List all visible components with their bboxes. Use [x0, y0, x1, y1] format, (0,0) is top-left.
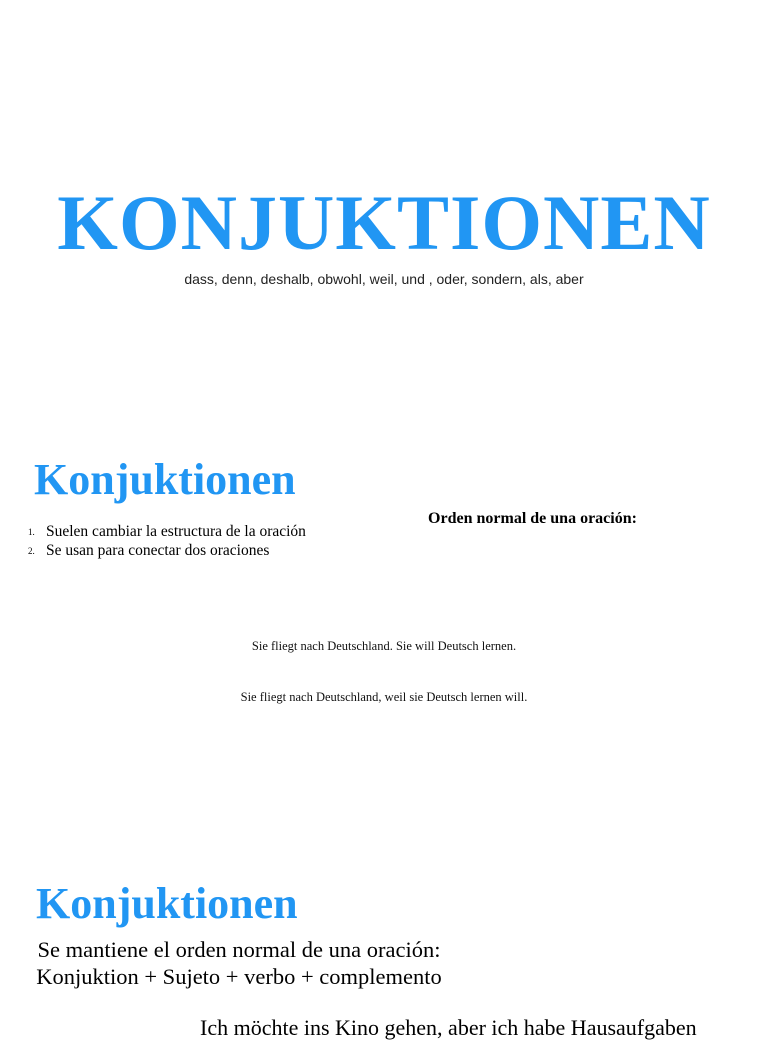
conjunction-list: dass, denn, deshalb, obwohl, weil, und , oder, sondern, als, aber	[184, 271, 584, 287]
example-sentence-joined: Sie fliegt nach Deutschland, weil sie Deutsch lernen will.	[240, 690, 528, 704]
list-item-text: Se usan para conectar dos oraciones	[46, 542, 270, 559]
section-title: Konjuktionen	[36, 879, 298, 928]
word-order-rule	[14, 936, 464, 990]
list-number: 2.	[28, 546, 35, 556]
main-title: KONJUKTIONEN	[57, 179, 711, 266]
slide-rule	[0, 840, 768, 1040]
list-item	[24, 541, 324, 560]
example-sentence-separate: Sie fliegt nach Deutschland. Sie will Deutsch lernen.	[251, 639, 517, 653]
rule-formula: Konjuktion + Sujeto + verbo + complemento	[36, 964, 442, 989]
list-number: 1.	[28, 527, 35, 537]
slide-title	[0, 0, 768, 420]
points-list	[24, 522, 324, 560]
list-item	[24, 522, 324, 541]
example-sentence-partial: Ich möchte ins Kino gehen, aber ich habe Hausaufgaben	[200, 1015, 697, 1040]
orden-label: Orden normal de una oración:	[428, 510, 637, 527]
slide-definition	[0, 420, 768, 840]
list-item-text: Suelen cambiar la estructura de la oración	[46, 523, 306, 540]
section-title: Konjuktionen	[34, 455, 296, 504]
rule-line: Se mantiene el orden normal de una oración:	[37, 937, 441, 962]
